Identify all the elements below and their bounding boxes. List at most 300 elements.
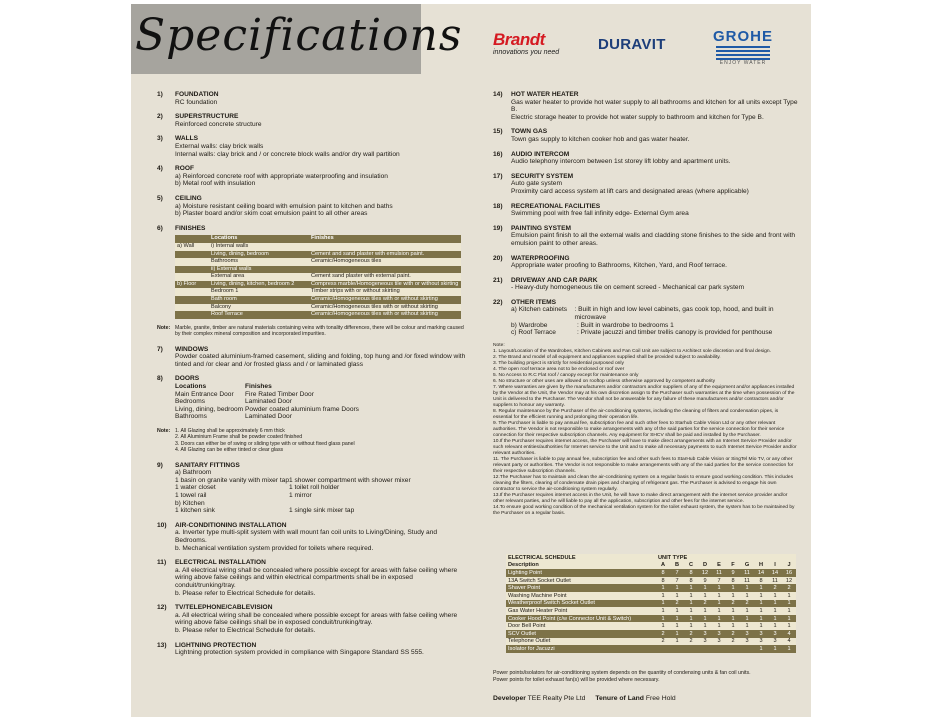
schedule-value: 14 — [754, 569, 768, 577]
schedule-value: 1 — [768, 600, 782, 608]
section-text: Powder coated aluminium-framed casement, sliding and folding, top hung and /or fixed window with tinted and /or clear and /or frosted glass and / or laminated glass — [175, 353, 466, 368]
doors-header-row — [175, 383, 467, 391]
section-heading: LIGHTNING PROTECTION — [175, 641, 257, 649]
schedule-value: 1 — [698, 622, 712, 630]
section-heading: AIR-CONDITIONING INSTALLATION — [175, 521, 287, 529]
schedule-value: 1 — [754, 607, 768, 615]
column-header: I — [768, 562, 782, 570]
schedule-value: 1 — [684, 592, 698, 600]
table-cell: Cement and sand plaster with emulsion paint. — [309, 251, 461, 259]
door-finish: Powder coated aluminium frame Doors — [245, 405, 359, 413]
table-cell: External area — [209, 273, 309, 281]
footnote: Power points/isolators for air-conditioning system depends on the quantity of condensing units & fan coil units. — [493, 670, 751, 676]
duravit-logo — [598, 36, 666, 53]
section-heading: SECURITY SYSTEM — [511, 172, 574, 180]
schedule-value: 2 — [726, 638, 740, 646]
list-item — [175, 507, 467, 515]
section-heading: FINISHES — [175, 224, 206, 232]
schedule-value: 12 — [698, 569, 712, 577]
section-heading: DRIVEWAY AND CAR PARK — [511, 276, 598, 284]
schedule-value: 1 — [698, 615, 712, 623]
table-row — [506, 592, 796, 600]
schedule-value: 8 — [726, 577, 740, 585]
section-text: a. All electrical wiring shall be concealed where possible except for areas with false ceiling where wiring above false ceilings shall be in exposed conduit/trunking/tray. — [175, 611, 458, 627]
note-label: Note: — [157, 324, 171, 331]
schedule-value: 1 — [684, 615, 698, 623]
schedule-value — [712, 645, 726, 653]
schedule-value: 1 — [684, 607, 698, 615]
schedule-description: Gas Water Heater Point — [506, 607, 656, 615]
column-header: C — [684, 562, 698, 570]
schedule-value: 8 — [684, 569, 698, 577]
schedule-value: 8 — [656, 577, 670, 585]
spec-finishes — [157, 225, 467, 319]
table-row — [506, 645, 796, 653]
section-number: 6) — [157, 224, 163, 232]
section-number: 14) — [493, 91, 503, 98]
table-cell: Ceramic/Homogeneous tiles — [309, 258, 461, 266]
table-row — [506, 622, 796, 630]
schedule-value: 1 — [768, 645, 782, 653]
schedule-value: 2 — [782, 584, 796, 592]
table-header-row — [175, 235, 461, 243]
spec-other-items — [493, 299, 798, 337]
column-header: E — [712, 562, 726, 570]
schedule-value: 1 — [726, 592, 740, 600]
table-row — [175, 258, 461, 266]
section-number: 15) — [493, 128, 503, 136]
schedule-value: 1 — [712, 600, 726, 608]
section-number: 1) — [157, 91, 163, 98]
section-text: Lightning protection system provided in compliance with Singapore Standard SS 555. — [175, 649, 424, 657]
schedule-value: 1 — [768, 622, 782, 630]
schedule-value: 3 — [698, 630, 712, 638]
item-value: : Built in high and low level cabinets, gas cook top, hood, and built in microwave — [574, 306, 774, 322]
schedule-value: 9 — [726, 569, 740, 577]
schedule-value: 1 — [726, 622, 740, 630]
section-heading: WATERPROOFING — [511, 254, 570, 262]
item-value: : Private jacuzzi and timber trellis canopy is provided for penthouse — [577, 329, 773, 337]
grohe-logo — [713, 28, 773, 66]
section-text: a) Reinforced concrete roof with appropriate waterproofing and insulation — [175, 172, 388, 180]
schedule-value: 1 — [670, 615, 684, 623]
section-heading: SANITARY FITTINGS — [175, 461, 240, 469]
section-text: Reinforced concrete structure — [175, 120, 262, 128]
note-materials — [157, 325, 467, 338]
table-cell: Timber strips with or without skirting — [309, 288, 461, 296]
list-item — [511, 322, 798, 330]
schedule-value: 1 — [656, 584, 670, 592]
section-text: - Heavy-duty homogeneous tile on cement screed - Mechanical car park system — [511, 284, 745, 292]
section-text: External walls: clay brick walls — [175, 142, 264, 150]
schedule-value: 1 — [782, 607, 796, 615]
note-item: 7. Where warranties are given by the manufacturers and/or contractors and/or suppliers of any of the equipment and/or appliances installed by the Vendor at the Unit, the Vendor may at his own discretion assign to the Purchaser such warranties at the time when possession of the Unit is delivered to the Purchaser. The Vendor shall not be answerable for any failure of these manufacturers and/or contractors and/or suppliers to honour any warranty. — [493, 384, 795, 408]
notes-block — [493, 343, 798, 517]
section-number: 9) — [157, 461, 163, 469]
table-header-row — [506, 554, 796, 562]
table-row — [506, 569, 796, 577]
section-heading: ELECTRICAL INSTALLATION — [175, 559, 266, 567]
note-item: 6. No structure or other uses are allowed on rooftop unless otherwise approved by competent authority — [493, 378, 716, 384]
note-item: 11. The Purchaser is liable to pay annual fee, subscription fee and other such fees to StarHub Cable Vision or SingTel Mio TV, or any other relevant party or authorities. The Vendor is not responsible to make arrangements with any of the said parties for the service connection for their respective subscription channels. — [493, 456, 794, 474]
section-text: b. Please refer to Electrical Schedule for details. — [175, 626, 316, 634]
section-text: b. Mechanical ventilation system provided for toilets where required. — [175, 544, 374, 552]
table-cell — [175, 296, 209, 304]
schedule-value: 1 — [782, 645, 796, 653]
schedule-value: 1 — [670, 638, 684, 646]
section-heading: PAINTING SYSTEM — [511, 224, 571, 232]
table-header-row — [506, 562, 796, 570]
schedule-value: 3 — [740, 638, 754, 646]
schedule-value: 1 — [656, 592, 670, 600]
note-item: 3. The building project is strictly for residential purposed only — [493, 360, 624, 366]
schedule-value: 2 — [684, 630, 698, 638]
schedule-value: 1 — [726, 607, 740, 615]
schedule-description: Washing Machine Point — [506, 592, 656, 600]
fitting: 1 towel rail — [175, 492, 207, 499]
schedule-value: 1 — [726, 615, 740, 623]
schedule-value: 1 — [670, 592, 684, 600]
page-title: Specifications — [135, 10, 463, 61]
schedule-value: 11 — [740, 577, 754, 585]
table-cell — [175, 266, 209, 274]
note-item: 12.The Purchaser has to maintain and clean the air-conditioning system on a regular basis to ensure good working condition. This includes cleaning the filters, clearing of condensate drain pipes and charging of refrigerant gas. The Purchaser is advised to engage his own contractor to service the air-conditioning system regularly. — [493, 474, 794, 492]
column-header: Locations — [209, 235, 309, 243]
table-cell: a) Wall — [175, 243, 209, 251]
schedule-value: 2 — [656, 638, 670, 646]
schedule-value: 1 — [740, 615, 754, 623]
column-header: H — [754, 562, 768, 570]
table-row — [175, 296, 461, 304]
section-heading: AUDIO INTERCOM — [511, 150, 570, 158]
schedule-value: 1 — [754, 600, 768, 608]
list-item — [175, 413, 467, 421]
brandt-logo — [493, 30, 559, 56]
section-heading: RECREATIONAL FACILITIES — [511, 202, 601, 210]
table-cell: Living, dining, bedroom — [209, 251, 309, 259]
schedule-value — [698, 645, 712, 653]
table-cell: b) Floor — [175, 281, 209, 289]
schedule-value: 1 — [740, 607, 754, 615]
note-item: 13.If the Purchaser requires internet access in the Unit, he will have to make direct arrangement with the internet service provider and/or other relevant parties, and he will liable to pay all the application, subscription and other fees for the internet service. — [493, 492, 788, 504]
spec-roof — [157, 165, 467, 188]
schedule-value: 11 — [768, 577, 782, 585]
section-text: b. Please refer to Electrical Schedule for details. — [175, 589, 316, 597]
table-cell: Ceramic/Homogeneous tiles with or without skirting — [309, 311, 461, 319]
door-location: Main Entrance Door — [175, 390, 234, 398]
schedule-value — [740, 645, 754, 653]
spec-recreational — [493, 203, 798, 218]
spec-sanitary — [157, 462, 467, 515]
note-item: 5. No Access to R.C Flat roof / canopy except for maintenance only — [493, 372, 639, 378]
column-header: Finishes — [245, 383, 272, 391]
table-row — [175, 311, 461, 319]
schedule-value: 8 — [684, 577, 698, 585]
section-text: a) Moisture resistant ceiling board with emulsion paint to kitchen and baths — [175, 202, 393, 210]
schedule-value: 1 — [712, 615, 726, 623]
table-cell: ii) External walls — [209, 266, 309, 274]
schedule-value: 1 — [754, 645, 768, 653]
schedule-value: 3 — [768, 638, 782, 646]
column-header: J — [782, 562, 796, 570]
note-text: 3. Doors can either be of swing or sliding type with or without fixed glass panel — [175, 440, 355, 447]
fitting: 1 basin on granite vanity with mixer tap — [175, 476, 289, 484]
fitting: 1 water closet — [175, 484, 216, 492]
schedule-value: 2 — [656, 630, 670, 638]
spec-driveway — [493, 277, 798, 292]
section-text: b) Plaster board and/or skim coat emulsion paint to all other areas — [175, 210, 368, 218]
section-number: 19) — [493, 224, 503, 232]
spec-walls — [157, 135, 467, 158]
schedule-value: 3 — [754, 638, 768, 646]
schedule-body — [506, 569, 796, 653]
table-row — [175, 281, 461, 289]
schedule-value: 1 — [670, 630, 684, 638]
schedule-value: 2 — [768, 584, 782, 592]
note-item: 14.To ensure good working condition of the mechanical ventilation system for the toilet exhaust system, the system has to be maintained by the Purchaser on a regular basis. — [493, 504, 795, 516]
section-text: a) Bathroom — [175, 469, 212, 477]
schedule-value: 4 — [782, 630, 796, 638]
spec-towngas — [493, 128, 798, 143]
table-row — [175, 288, 461, 296]
brandt-name: Brandt — [493, 30, 545, 49]
schedule-value: 1 — [768, 607, 782, 615]
finishes-table — [175, 235, 461, 319]
schedule-value: 1 — [684, 584, 698, 592]
fitting: 1 shower compartment with shower mixer — [289, 476, 411, 484]
list-item — [175, 391, 467, 399]
table-cell: Compress marble/Homogeneous tile with or without skirting — [309, 281, 461, 289]
door-finish: Laminated Door — [245, 413, 292, 421]
schedule-value: 7 — [670, 569, 684, 577]
note-item: 1. Layout/Location of the Wardrobes, Kitchen Cabinets and Fan Coil Unit are subject to Architect sole discretion and final design. — [493, 348, 771, 354]
schedule-value: 1 — [670, 607, 684, 615]
column-header: D — [698, 562, 712, 570]
table-cell: Ceramic/Homogeneous tiles with or without skirting — [309, 296, 461, 304]
grohe-mark-icon — [716, 46, 770, 60]
electrical-schedule — [506, 554, 796, 653]
spec-sheet — [131, 4, 811, 717]
schedule-description: Weatherproof Switch Socket Outlet — [506, 600, 656, 608]
schedule-value: 1 — [698, 584, 712, 592]
tenure-value: Free Hold — [645, 695, 676, 702]
spec-lightning — [157, 642, 467, 657]
spec-doors — [157, 375, 467, 421]
door-finish: Fire Rated Timber Door — [245, 390, 314, 398]
schedule-value: 1 — [754, 584, 768, 592]
note-item: 9. The Purchaser is liable to pay annual fee, subscription fee and such other fees to Starhub Cable Vision Ltd or any other relevant authorities. The Vendor is not responsible to make arrangements with any of the said parties for the service connection for their service connection for their respective subscription channels. Any equipment for SHCV shall be paid and installed by the Purchaser. — [493, 420, 785, 438]
section-number: 11) — [157, 559, 167, 567]
schedule-value: 1 — [656, 600, 670, 608]
table-row — [175, 243, 461, 251]
title-banner — [131, 4, 463, 74]
list-item — [175, 398, 467, 406]
note-item: 2. The Brand and model of all equipment and appliances supplied shall be provided subject to availability. — [493, 354, 721, 360]
schedule-value: 8 — [656, 569, 670, 577]
schedule-description: Isolator for Jacuzzi — [506, 645, 656, 653]
schedule-value: 2 — [684, 638, 698, 646]
schedule-value: 1 — [656, 607, 670, 615]
section-text: Swimming pool with free fall infinity edge- External Gym area — [511, 210, 689, 218]
table-cell: Bathrooms — [209, 258, 309, 266]
schedule-value: 1 — [656, 615, 670, 623]
section-text: Appropriate water proofing to Bathrooms, Kitchen, Yard, and Roof terrace. — [511, 262, 728, 270]
fitting: 1 kitchen sink — [175, 507, 215, 515]
table-row — [506, 600, 796, 608]
section-number: 21) — [493, 276, 503, 284]
developer-label: Developer — [493, 695, 526, 702]
spec-painting — [493, 225, 798, 248]
table-cell: Roof Terrace — [209, 311, 309, 319]
column-header: Description — [506, 562, 656, 570]
table-cell — [309, 243, 461, 251]
spec-superstructure — [157, 113, 467, 128]
schedule-value: 1 — [740, 622, 754, 630]
developer-name: TEE Realty Pte Ltd — [527, 695, 586, 702]
schedule-value: 1 — [726, 584, 740, 592]
footnote: Power points for toilet exhaust fan(s) will be provided where necessary. — [493, 677, 660, 683]
fitting: 1 mirror — [289, 492, 312, 499]
spec-windows — [157, 346, 467, 369]
section-text: Internal walls: clay brick and / or concrete block walls and/or dry wall partition — [175, 150, 400, 158]
schedule-value: 9 — [698, 577, 712, 585]
table-row — [506, 638, 796, 646]
note-text: 2. All Aluminium Frame shall be powder coated finished — [175, 434, 303, 441]
table-row — [175, 251, 461, 259]
section-number: 18) — [493, 202, 503, 210]
table-cell: Cement sand plaster with external paint. — [309, 273, 461, 281]
note-label: Note: — [157, 428, 171, 434]
spec-electrical — [157, 559, 467, 597]
section-text: Audio telephony intercom between 1st storey lift lobby and apartment units. — [511, 158, 731, 166]
table-cell — [175, 258, 209, 266]
section-text: Proximity card access system at lift cars and designated areas (where applicable) — [511, 187, 749, 195]
schedule-value: 1 — [684, 622, 698, 630]
table-cell — [309, 266, 461, 274]
note-text: 1. All Glazing shall be approximately 6 mm thick — [175, 428, 285, 434]
note-glazing — [157, 428, 467, 454]
schedule-value — [670, 645, 684, 653]
section-text: RC foundation — [175, 98, 218, 106]
table-row — [506, 607, 796, 615]
schedule-value: 8 — [754, 577, 768, 585]
spec-ceiling — [157, 195, 467, 218]
schedule-value: 11 — [740, 569, 754, 577]
table-cell: Bath room — [209, 296, 309, 304]
schedule-footnotes — [493, 670, 798, 684]
electrical-schedule-table — [506, 554, 796, 653]
left-column — [157, 91, 467, 657]
section-heading: FOUNDATION — [175, 91, 219, 98]
unit-type-header: UNIT TYPE — [656, 554, 796, 562]
section-number: 2) — [157, 113, 163, 121]
table-cell: Living, dining, kitchen, bedroom 2 — [209, 281, 309, 289]
list-item — [175, 406, 467, 414]
table-cell: Balcony — [209, 304, 309, 312]
section-heading: ROOF — [175, 165, 195, 173]
spec-audio — [493, 151, 798, 166]
schedule-value: 1 — [782, 600, 796, 608]
column-header: B — [670, 562, 684, 570]
brandt-tagline: innovations you need — [493, 49, 560, 56]
duravit-name: DURAVIT — [598, 36, 666, 53]
schedule-value: 3 — [740, 630, 754, 638]
section-number: 12) — [157, 604, 167, 612]
door-location: Bedrooms — [175, 398, 206, 406]
item-value: : Built in wardrobe to bedrooms 1 — [577, 321, 674, 329]
grohe-name: GROHE — [713, 28, 774, 45]
table-row — [506, 630, 796, 638]
section-number: 10) — [157, 521, 167, 529]
grohe-tagline: ENJOY WATER — [719, 60, 767, 66]
schedule-value: 3 — [712, 630, 726, 638]
schedule-value: 2 — [698, 600, 712, 608]
section-heading: HOT WATER HEATER — [511, 91, 579, 98]
section-number: 17) — [493, 172, 503, 180]
table-cell: i) Internal walls — [209, 243, 309, 251]
column-header: Locations — [175, 383, 207, 391]
table-cell: Bedroom 1 — [209, 288, 309, 296]
developer-line — [493, 695, 798, 703]
schedule-value: 1 — [712, 622, 726, 630]
section-number: 3) — [157, 135, 163, 143]
table-cell — [175, 304, 209, 312]
schedule-value: 1 — [740, 592, 754, 600]
schedule-value: 1 — [712, 592, 726, 600]
column-header: F — [726, 562, 740, 570]
schedule-value: 1 — [782, 592, 796, 600]
schedule-value: 1 — [768, 615, 782, 623]
list-item — [175, 477, 467, 485]
spec-hotwater — [493, 91, 798, 121]
section-heading: DOORS — [175, 375, 200, 383]
section-number: 7) — [157, 345, 163, 353]
spec-aircon — [157, 522, 467, 552]
schedule-value: 3 — [754, 630, 768, 638]
schedule-value: 1 — [782, 615, 796, 623]
section-heading: WINDOWS — [175, 345, 209, 353]
door-location: Bathrooms — [175, 413, 207, 421]
door-finish: Laminated Door — [245, 398, 292, 406]
tenure-label: Tenure of Land — [595, 695, 644, 702]
column-header: Finishes — [309, 235, 461, 243]
section-heading: SUPERSTRUCTURE — [175, 113, 239, 121]
item-key: c) Roof Terrace — [511, 329, 556, 337]
section-heading: TOWN GAS — [511, 128, 548, 136]
fitting: 1 toilet roll holder — [289, 484, 340, 492]
note-item: 8. Regular maintenance by the Purchaser of the air-conditioning systems, including the cleaning of filters and condensation pipes, is essential for the efficient running and prolonging their operation life. — [493, 408, 779, 420]
section-text: Town gas supply to kitchen cooker hob and gas water heater. — [511, 135, 690, 143]
table-cell — [175, 311, 209, 319]
schedule-value: 3 — [768, 630, 782, 638]
section-number: 5) — [157, 194, 163, 202]
spec-security — [493, 173, 798, 196]
table-cell — [175, 288, 209, 296]
section-text: Emulsion paint finish to all the external walls and cladding stone finishes to the side and front with emulsion paint to other areas. — [511, 232, 796, 247]
item-key: a) Kitchen cabinets — [511, 306, 568, 314]
section-number: 16) — [493, 150, 503, 158]
schedule-value: 1 — [670, 622, 684, 630]
schedule-value: 1 — [754, 592, 768, 600]
list-item — [511, 306, 798, 321]
section-text: b) Metal roof with insulation — [175, 180, 256, 188]
schedule-description: Cooker Hood Point (c/w Connector Unit & Switch) — [506, 615, 656, 623]
table-row — [175, 304, 461, 312]
list-item — [175, 484, 467, 492]
section-heading: WALLS — [175, 135, 199, 143]
schedule-value: 14 — [768, 569, 782, 577]
schedule-value: 3 — [712, 638, 726, 646]
